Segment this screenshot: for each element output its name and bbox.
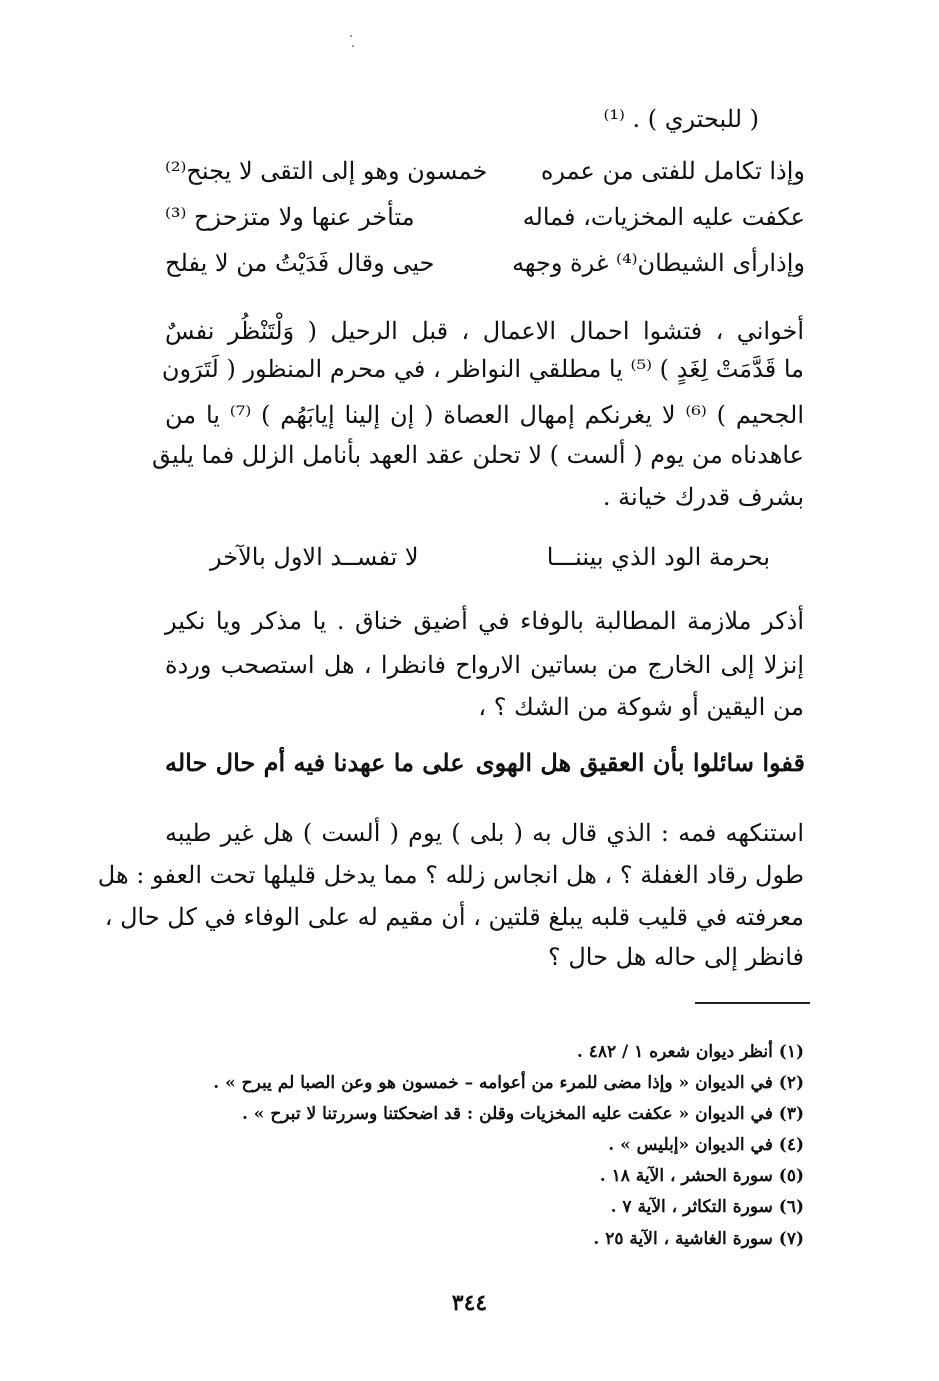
paragraph-line: عاهدناه من يوم ( ألست ) لا تحلن عقد العهد بأنامل الزلل فما يليق [152, 441, 804, 469]
header-note: ( للبحتري ) . ⁽¹⁾ [603, 105, 759, 133]
verse-second-hemistich: متأخر عنها ولا متزحزح ⁽³⁾ [165, 203, 415, 231]
verse-second-hemistich: حيى وقال فَدَيْتُ من لا يفلح [165, 249, 435, 277]
scan-speck [350, 35, 352, 37]
footnote: (٧) سورة الغاشية ، الآية ٢٥ . [593, 1229, 804, 1249]
verse-second-hemistich: خمسون وهو إلى التقى لا يجنح⁽²⁾ [165, 157, 488, 185]
paragraph-line: أذكر ملازمة المطالبة بالوفاء في أضيق خناق . يا مذكر ويا نكير [165, 607, 804, 635]
footnote: (١) أنظر ديوان شعره ١ / ٤٨٢ . [576, 1042, 804, 1062]
footnote: (٦) سورة التكاثر ، الآية ٧ . [610, 1197, 804, 1217]
verse-second-hemistich: لا تفســد الاول بالآخر [210, 543, 419, 571]
verse-first-hemistich: وإذارأى الشيطان⁽⁴⁾ غرة وجهه [512, 249, 805, 277]
poem-verse [165, 200, 805, 234]
verse-second-hemistich: على ما عهدنا فيه أم حال حاله [165, 748, 465, 777]
poem-verse [210, 540, 770, 574]
verse-first-hemistich: قفوا سائلوا بأن العقيق هل الهوى [475, 748, 805, 777]
paragraph-line: الجحيم ) ⁽⁶⁾ لا يغرنكم إمهال العصاة ( إن إلينا إيابَهُم ) ⁽⁷⁾ يا من [165, 401, 805, 429]
footnote: (٤) في الديوان «إبليس » . [608, 1135, 804, 1155]
paragraph-line: أخواني ، فتشوا احمال الاعمال ، قبل الرحيل ( وَلْتَنْظُر نفسٌ [165, 317, 804, 345]
poem-verse [165, 746, 805, 780]
paragraph-line: استنكهه فمه : الذي قال به ( بلى ) يوم ( ألست ) هل غير طيبه [165, 819, 804, 847]
page-number: ٣٤٤ [451, 1290, 488, 1316]
paragraph-line: إنزلا إلى الخارج من بساتين الارواح فانظرا ، هل استصحب وردة [165, 651, 804, 679]
verse-first-hemistich: وإذا تكامل للفتى من عمره [540, 157, 805, 185]
poem-verse [165, 246, 805, 280]
scan-speck [352, 45, 354, 47]
footnote: (٣) في الديوان « عكفت عليه المخزيات وقلن : قد اضحكتنا وسررتنا لا تبرح » . [241, 1104, 804, 1124]
paragraph-line: ما قَدَّمَتْ لِغَدٍ ) ⁽⁵⁾ يا مطلقي النواظر ، في محرم المنظور ( لَتَرَون [161, 355, 804, 383]
footnote: (٢) في الديوان « وإذا مضى للمرء من أعوامه – خمسون هو وعن الصبا لم يبرح » . [213, 1073, 804, 1093]
paragraph-line: معرفته في قليب قلبه يبلغ قلتين ، أن مقيم له على الوفاء في كل حال ، [104, 903, 804, 931]
verse-first-hemistich: عكفت عليه المخزيات، فماله [522, 203, 805, 231]
footnote-separator [695, 1002, 810, 1004]
paragraph-line: طول رقاد الغفلة ؟ ، هل انجاس زلله ؟ مما يدخل قليلها تحت العفو : هل [97, 861, 804, 889]
footnote: (٥) سورة الحشر ، الآية ١٨ . [599, 1166, 804, 1186]
verse-first-hemistich: بحرمة الود الذي بيننـــا [546, 543, 770, 571]
paragraph-line: بشرف قدرك خيانة . [602, 483, 804, 511]
paragraph-line: فانظر إلى حاله هل حال ؟ [547, 943, 804, 971]
poem-verse [165, 154, 805, 188]
paragraph-line: من اليقين أو شوكة من الشك ؟ ، [478, 693, 804, 721]
